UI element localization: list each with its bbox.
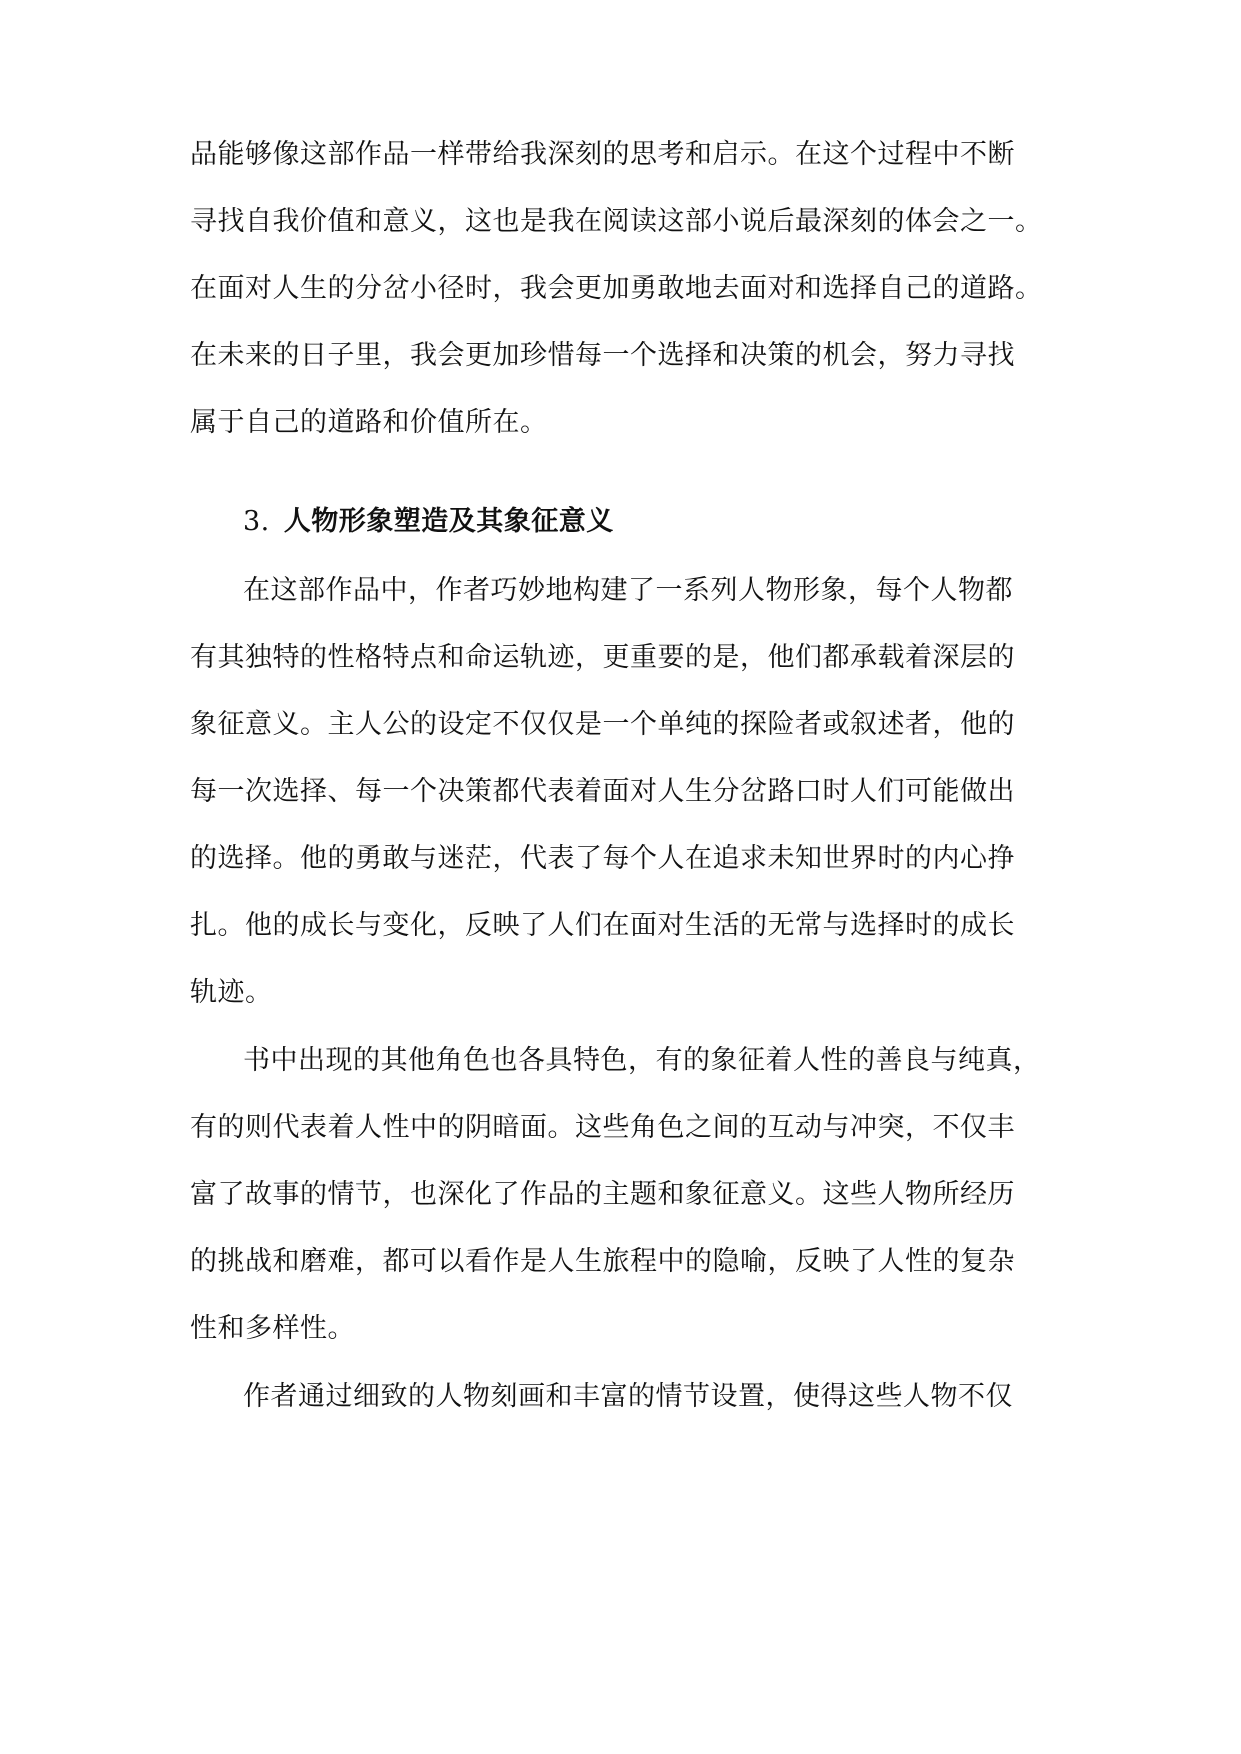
heading-line [243,507,614,537]
text-line: 轨迹。 [190,977,273,1008]
text-line: 扎。他的成长与变化，反映了人们在面对生活的无常与选择时的成长 [190,910,1015,941]
text-line: 寻找自我价值和意义，这也是我在阅读这部小说后最深刻的体会之一。 [190,206,1043,237]
heading-number: 3. [243,506,270,537]
text-line: 有其独特的性格特点和命运轨迹，更重要的是，他们都承载着深层的 [190,642,1015,673]
heading-title: 人物形象塑造及其象征意义 [283,506,614,537]
text-line: 品能够像这部作品一样带给我深刻的思考和启示。在这个过程中不断 [190,139,1015,170]
text-line: 富了故事的情节，也深化了作品的主题和象征意义。这些人物所经历 [190,1179,1015,1210]
text-line: 的挑战和磨难，都可以看作是人生旅程中的隐喻，反映了人性的复杂 [190,1246,1015,1277]
text-line: 作者通过细致的人物刻画和丰富的情节设置，使得这些人物不仅 [243,1381,1013,1412]
text-line: 的选择。他的勇敢与迷茫，代表了每个人在追求未知世界时的内心挣 [190,843,1015,874]
text-line: 每一次选择、每一个决策都代表着面对人生分岔路口时人们可能做出 [190,776,1015,807]
text-line: 在这部作品中，作者巧妙地构建了一系列人物形象，每个人物都 [243,575,1013,606]
text-line: 属于自己的道路和价值所在。 [190,407,548,438]
text-line: 在未来的日子里，我会更加珍惜每一个选择和决策的机会，努力寻找 [190,340,1015,371]
text-line: 性和多样性。 [190,1313,355,1344]
text-line: 象征意义。主人公的设定不仅仅是一个单纯的探险者或叙述者，他的 [190,709,1015,740]
text-line: 有的则代表着人性中的阴暗面。这些角色之间的互动与冲突，不仅丰 [190,1112,1015,1143]
text-line: 在面对人生的分岔小径时，我会更加勇敢地去面对和选择自己的道路。 [190,273,1043,304]
text-line: 书中出现的其他角色也各具特色，有的象征着人性的善良与纯真， [243,1045,1041,1076]
